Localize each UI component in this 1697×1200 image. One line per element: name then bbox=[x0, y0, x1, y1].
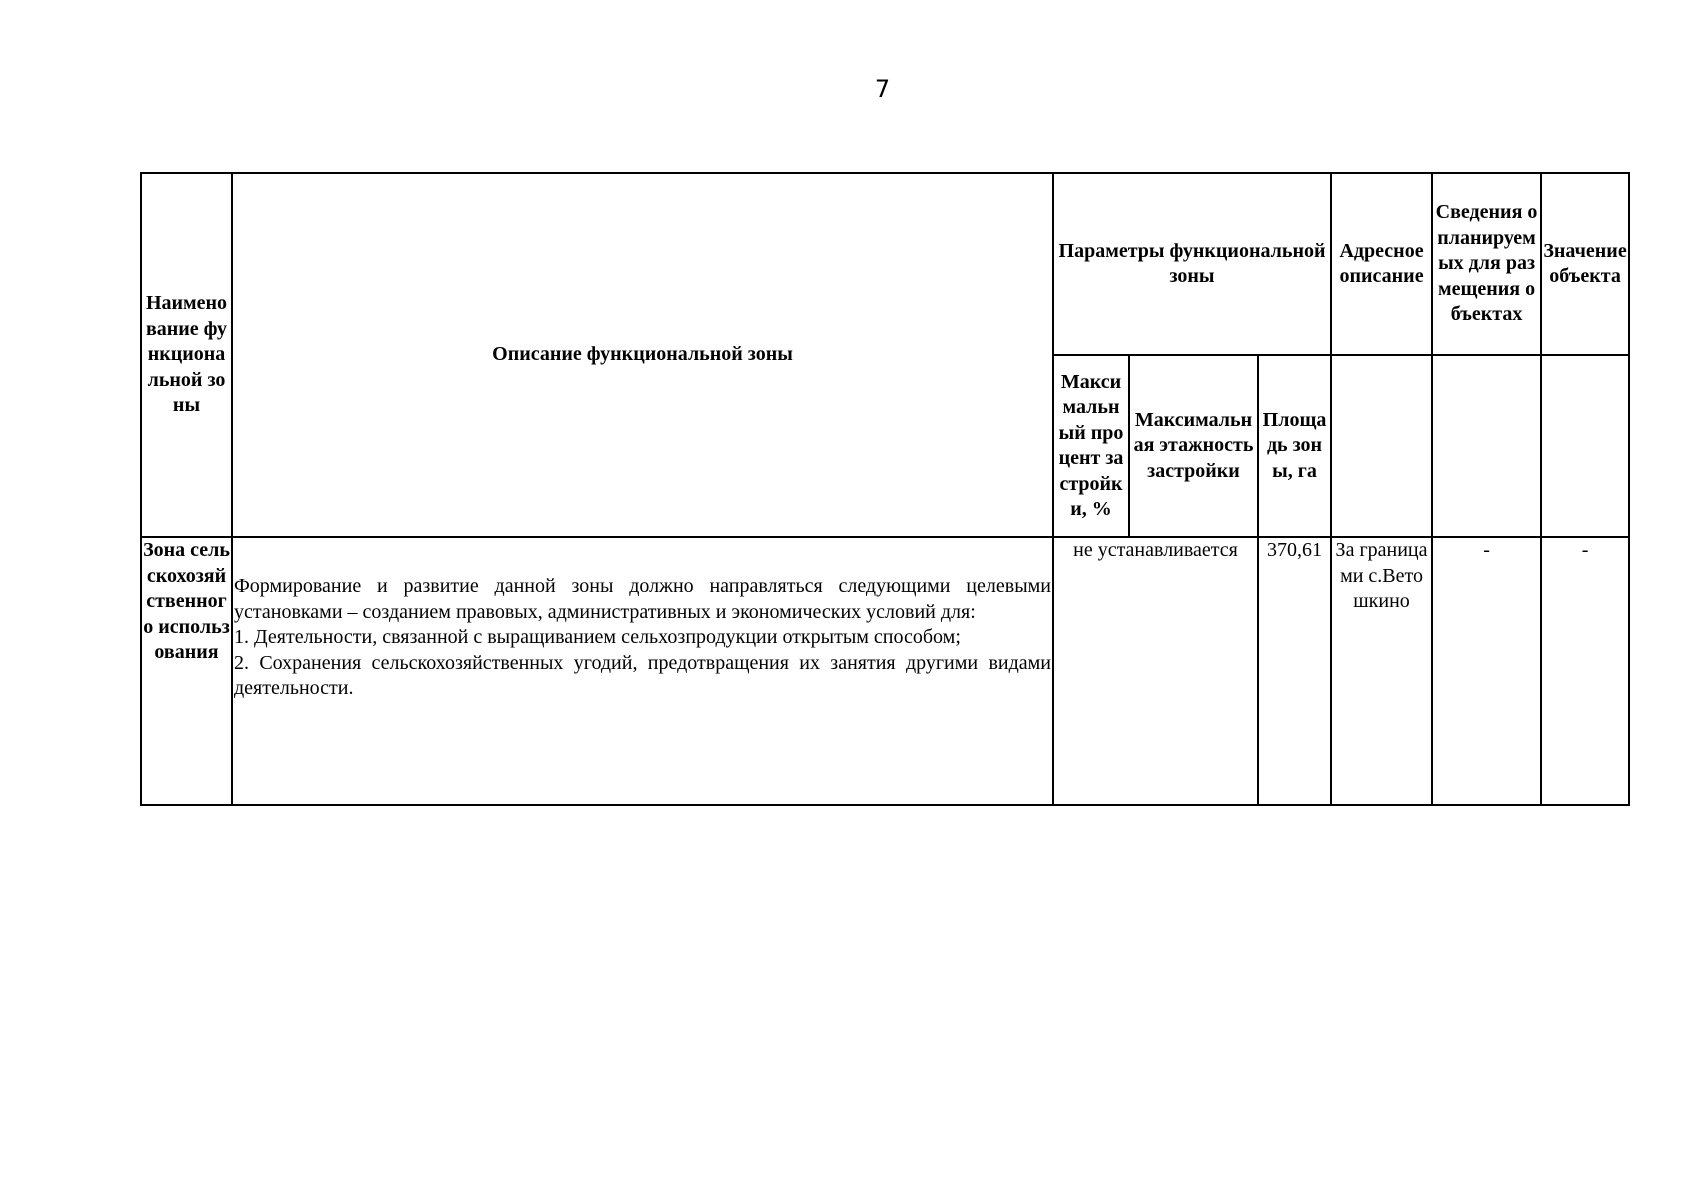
header-max-floors: Максимальная этажность застройки bbox=[1129, 355, 1258, 537]
header-empty-address bbox=[1331, 355, 1432, 537]
address-cell: За границами с.Ветошкино bbox=[1331, 537, 1432, 805]
header-zone-parameters: Параметры функциональной зоны bbox=[1053, 173, 1331, 355]
header-planned-objects-info: Сведения о планируемых для размещения объектах bbox=[1432, 173, 1541, 355]
description-paragraph: Формирование и развитие данной зоны должно направляться следующими целевыми установками – созданием правовых, административных и экономических условий для: bbox=[234, 575, 1051, 623]
header-empty-planned bbox=[1432, 355, 1541, 537]
build-params-cell: не устанавливается bbox=[1053, 537, 1258, 805]
zone-name-cell: Зона сельскохозяйственного использования bbox=[141, 537, 232, 805]
description-paragraph: 1. Деятельности, связанной с выращиванием сельхозпродукции открытым способом; bbox=[234, 626, 961, 648]
header-zone-name: Наименование функциональной зоны bbox=[141, 173, 232, 537]
header-empty-significance bbox=[1541, 355, 1629, 537]
table-header-row bbox=[141, 173, 1629, 355]
significance-cell: - bbox=[1541, 537, 1629, 805]
header-address-description: Адресное описание bbox=[1331, 173, 1432, 355]
zone-description-cell bbox=[232, 537, 1053, 805]
header-zone-area: Площадь зоны, га bbox=[1258, 355, 1331, 537]
table-row bbox=[141, 537, 1629, 805]
header-zone-description: Описание функциональной зоны bbox=[232, 173, 1053, 537]
planned-objects-cell: - bbox=[1432, 537, 1541, 805]
page-number: 7 bbox=[874, 75, 891, 103]
header-object-significance: Значение объекта bbox=[1541, 173, 1629, 355]
functional-zones-table bbox=[140, 172, 1630, 806]
header-max-build-percent: Максимальный процент застройки, % bbox=[1053, 355, 1129, 537]
zone-area-cell: 370,61 bbox=[1258, 537, 1331, 805]
description-paragraph: 2. Сохранения сельскохозяйственных угодий, предотвращения их занятия другими видами деятельности. bbox=[234, 651, 1051, 699]
